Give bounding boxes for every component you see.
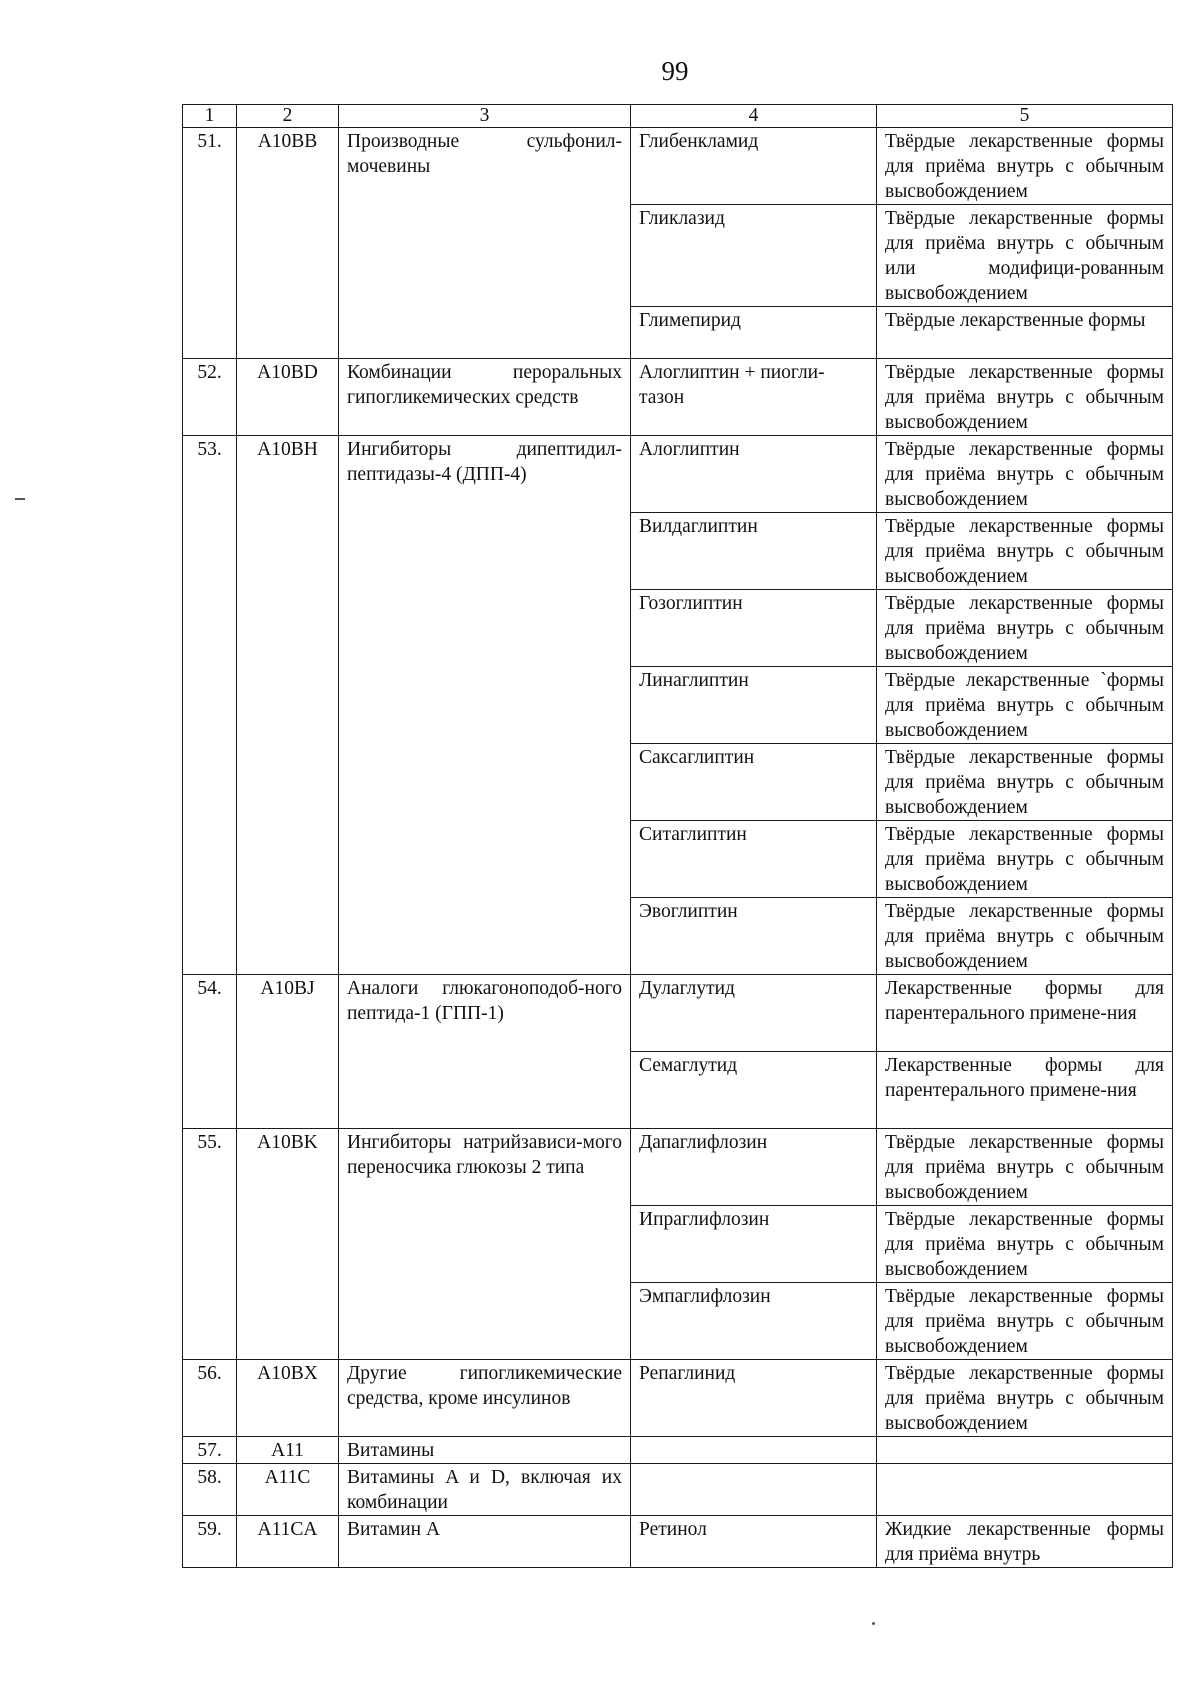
- dosage-form: Твёрдые лекарственные формы для приёма внутрь с обычным или модифици-рованным высвобождением: [877, 205, 1173, 307]
- drug-name: Эмпаглифлозин: [631, 1283, 877, 1360]
- drug-name: Ретинол: [631, 1516, 877, 1568]
- table-row: [183, 128, 1173, 205]
- row-number: 56.: [183, 1360, 237, 1437]
- table-row: [183, 1129, 1173, 1206]
- table-row: [183, 1437, 1173, 1464]
- page-number: 99: [661, 56, 689, 86]
- drug-name: Ипраглифлозин: [631, 1206, 877, 1283]
- drug-name: [631, 1464, 877, 1516]
- atc-code: A10BX: [237, 1360, 339, 1437]
- row-number: 53.: [183, 436, 237, 975]
- dosage-form: Твёрдые лекарственные формы для приёма внутрь с обычным высвобождением: [877, 1206, 1173, 1283]
- dosage-form: Твёрдые лекарственные формы для приёма внутрь с обычным высвобождением: [877, 128, 1173, 205]
- atc-code: A11CA: [237, 1516, 339, 1568]
- table-row: [183, 436, 1173, 513]
- drug-name: Вилдаглиптин: [631, 513, 877, 590]
- row-number: 55.: [183, 1129, 237, 1360]
- table-row: [183, 1516, 1173, 1568]
- dosage-form: Твёрдые лекарственные формы: [877, 307, 1173, 359]
- dosage-form: Твёрдые лекарственные формы для приёма внутрь с обычным высвобождением: [877, 1283, 1173, 1360]
- drug-name: Алоглиптин + пиогли-тазон: [631, 359, 877, 436]
- drug-name: Дапаглифлозин: [631, 1129, 877, 1206]
- scan-speck: [872, 1622, 875, 1625]
- dosage-form: Лекарственные формы для парентерального примене-ния: [877, 1052, 1173, 1129]
- drug-name: Глибенкламид: [631, 128, 877, 205]
- dosage-form: Твёрдые лекарственные формы для приёма внутрь с обычным высвобождением: [877, 898, 1173, 975]
- row-number: 54.: [183, 975, 237, 1129]
- drug-group: Ингибиторы дипептидил-пептидазы-4 (ДПП-4): [339, 436, 631, 975]
- drug-group: Аналоги глюкагоноподоб-ного пептида-1 (ГПП-1): [339, 975, 631, 1129]
- table-row: [183, 359, 1173, 436]
- drug-group: Витамин A: [339, 1516, 631, 1568]
- drug-name: Семаглутид: [631, 1052, 877, 1129]
- drug-name: Саксаглиптин: [631, 744, 877, 821]
- dosage-form: Лекарственные формы для парентерального примене-ния: [877, 975, 1173, 1052]
- row-number: 52.: [183, 359, 237, 436]
- dosage-form: Твёрдые лекарственные формы для приёма внутрь с обычным высвобождением: [877, 359, 1173, 436]
- dosage-form: Твёрдые лекарственные формы для приёма внутрь с обычным высвобождением: [877, 590, 1173, 667]
- drug-name: Линаглиптин: [631, 667, 877, 744]
- dosage-form: Твёрдые лекарственные формы для приёма внутрь с обычным высвобождением: [877, 436, 1173, 513]
- drug-group: Другие гипогликемические средства, кроме инсулинов: [339, 1360, 631, 1437]
- atc-code: A10BB: [237, 128, 339, 359]
- table-header-row: [183, 105, 1173, 128]
- drug-group: Витамины: [339, 1437, 631, 1464]
- atc-code: A11: [237, 1437, 339, 1464]
- drug-list-table: [182, 104, 1173, 1568]
- drug-name: [631, 1437, 877, 1464]
- drug-name: Алоглиптин: [631, 436, 877, 513]
- row-number: 59.: [183, 1516, 237, 1568]
- drug-name: Гликлазид: [631, 205, 877, 307]
- dosage-form: Твёрдые лекарственные формы для приёма внутрь с обычным высвобождением: [877, 513, 1173, 590]
- atc-code: A10BD: [237, 359, 339, 436]
- row-number: 51.: [183, 128, 237, 359]
- header-cell-3: 3: [339, 105, 631, 128]
- table-row: [183, 1360, 1173, 1437]
- atc-code: A10BJ: [237, 975, 339, 1129]
- drug-name: Ситаглиптин: [631, 821, 877, 898]
- table-row: [183, 975, 1173, 1052]
- drug-name: Глимепирид: [631, 307, 877, 359]
- header-cell-5: 5: [877, 105, 1173, 128]
- drug-name: Гозоглиптин: [631, 590, 877, 667]
- dosage-form: Твёрдые лекарственные формы для приёма внутрь с обычным высвобождением: [877, 1129, 1173, 1206]
- header-cell-2: 2: [237, 105, 339, 128]
- row-number: 57.: [183, 1437, 237, 1464]
- dosage-form: Твёрдые лекарственные формы для приёма внутрь с обычным высвобождением: [877, 744, 1173, 821]
- header-cell-1: 1: [183, 105, 237, 128]
- atc-code: A11C: [237, 1464, 339, 1516]
- drug-group: Комбинации пероральных гипогликемических средств: [339, 359, 631, 436]
- drug-group: Производные сульфонил-мочевины: [339, 128, 631, 359]
- margin-mark: [15, 498, 25, 500]
- dosage-form: Твёрдые лекарственные формы для приёма внутрь с обычным высвобождением: [877, 1360, 1173, 1437]
- atc-code: A10BK: [237, 1129, 339, 1360]
- dosage-form: [877, 1464, 1173, 1516]
- dosage-form: [877, 1437, 1173, 1464]
- drug-name: Эвоглиптин: [631, 898, 877, 975]
- dosage-form: Твёрдые лекарственные `формы для приёма внутрь с обычным высвобождением: [877, 667, 1173, 744]
- dosage-form: Твёрдые лекарственные формы для приёма внутрь с обычным высвобождением: [877, 821, 1173, 898]
- drug-name: Репаглинид: [631, 1360, 877, 1437]
- drug-group: Ингибиторы натрийзависи-мого переносчика глюкозы 2 типа: [339, 1129, 631, 1360]
- drug-group: Витамины A и D, включая их комбинации: [339, 1464, 631, 1516]
- header-cell-4: 4: [631, 105, 877, 128]
- drug-name: Дулаглутид: [631, 975, 877, 1052]
- table-row: [183, 1464, 1173, 1516]
- dosage-form: Жидкие лекарственные формы для приёма внутрь: [877, 1516, 1173, 1568]
- atc-code: A10BH: [237, 436, 339, 975]
- row-number: 58.: [183, 1464, 237, 1516]
